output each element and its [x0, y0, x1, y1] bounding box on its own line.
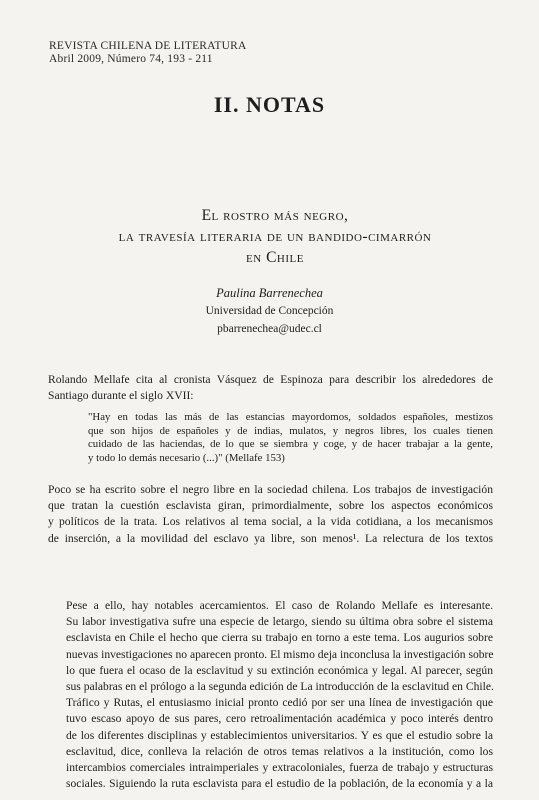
- journal-issue: Abril 2009, Número 74, 193 - 211: [49, 53, 213, 65]
- article-title: [30, 205, 520, 268]
- author-email: pbarrenechea@udec.cl: [217, 323, 322, 335]
- author-name: Paulina Barrenechea: [216, 286, 323, 300]
- text-line: intercambios comerciales intraimperiales y extracoloniales, fuerza de trabajo y estructuras: [66, 761, 493, 775]
- text-line: de los diferentes disciplinas y establecimientos universitarios. Y es que el estudio sobre la: [66, 728, 493, 742]
- paragraph-intro: [48, 372, 493, 404]
- text-line: sociales. Siguiendo la ruta esclavista para el estudio de la población, de la economía y a la: [66, 777, 493, 791]
- text-line: lo que fuera el ocaso de la esclavitud y su extinción económica y legal. Al parecer, según: [66, 663, 493, 677]
- text-line: cuidado de las haciendas, de lo que se siembra y coge, y de hacer trabajar a la gente,: [88, 438, 493, 451]
- text-line: Pese a ello, hay notables acercamientos. El caso de Rolando Mellafe es interesante.: [66, 599, 493, 612]
- text-line: tuvo escaso apoyo de sus pares, cero retroalimentación académica y poco interés dentro: [66, 712, 493, 726]
- paragraph-third: [48, 598, 493, 792]
- block-quote: [88, 411, 493, 465]
- text-line: "Hay en todas las más de las estancias mayordomos, soldados españoles, mestizos: [88, 411, 493, 423]
- text-line: de inserción, a la movilidad del esclavo ya libre, son menos¹. La relectura de los textos: [48, 531, 493, 545]
- text-line: esclavista en Chile el hecho que cierra su trabajo en torno a este tema. Los augurios sobre: [66, 631, 493, 645]
- title-line: El rostro más negro,: [201, 207, 349, 224]
- text-line: y políticos de la trata. Los relativos al tema social, a la vida cotidiana, a los mecanismos: [48, 515, 493, 529]
- text-line: Poco se ha escrito sobre el negro libre en la sociedad chilena. Los trabajos de investigación: [48, 483, 493, 496]
- text-line: Rolando Mellafe cita al cronista Vásquez de Espinoza para describir los alrededores de: [48, 373, 493, 386]
- text-line: Tráfico y Rutas, el entusiasmo inicial pronto cedió por ser una línea de investigación que: [66, 696, 493, 710]
- title-line: la travesía literaria de un bandido-cimarrón: [118, 228, 432, 245]
- journal-name: REVISTA CHILENA DE LITERATURA: [49, 40, 247, 52]
- text-line: esclavitud, dice, conlleva la relación de otros temas relativos a la institución, como los: [66, 744, 493, 758]
- text-line: que tratan la cuestión esclavista giran, primordialmente, sobre los aspectos económicos: [48, 499, 493, 513]
- text-line: que son hijos de españoles y de indias, mulatos, y negros libres, los cuales tienen: [88, 424, 493, 437]
- title-line: en Chile: [246, 249, 304, 266]
- text-line: y todo lo demás necesario (...)" (Mellafe 153): [88, 451, 285, 464]
- paragraph-second: [48, 482, 493, 547]
- journal-header: [49, 40, 247, 66]
- text-line: sus palabras en el prólogo a la segunda edición de La introducción de la esclavitud en Chile.: [66, 680, 494, 694]
- text-line: nuevas investigaciones no aparecen pronto. El mismo deja inconclusa la investigación sobre: [66, 647, 494, 661]
- text-line: Santiago durante el siglo XVII:: [48, 389, 194, 403]
- author-affiliation: Universidad de Concepción: [205, 305, 334, 317]
- section-heading: II. NOTAS: [213, 92, 326, 117]
- text-line: Su labor investigativa sufre una especie de letargo, siendo su última obra sobre el sistema: [66, 615, 493, 629]
